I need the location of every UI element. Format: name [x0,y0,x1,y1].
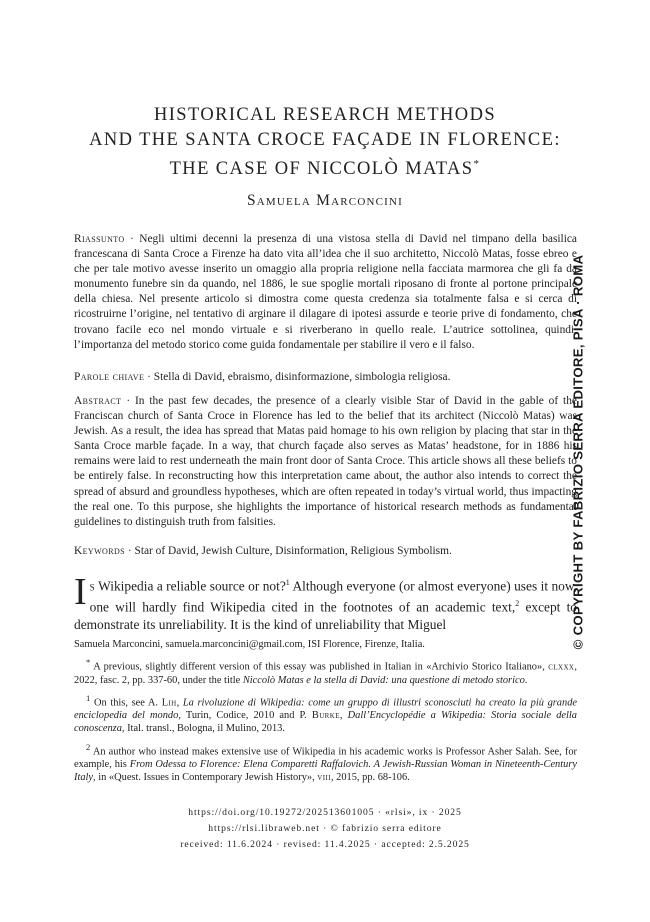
fn1-italic-title-a: La rivoluzione di Wikipedia: come un gruppo di illustri sconosciuti ha creato la più grande enciclopedia del mondo [74,697,578,722]
abstract-label: Abstract [74,395,122,407]
riassunto-text: Negli ultimi decenni la presenza di una vistosa stella di David nel timpano della basilica francescana di Santa Croce a Firenze ha dato vita all’idea che il suo architetto, Niccolò Matas, fosse ebreo e che per tale motivo avesse inserito un omaggio alla propria religione nella facciata marmorea che gli fa da monumento funebre sin da quando, nel 1886, le sue spoglie mortali riposano di fronte al portone principale della chiesa. Nel presente articolo si dimostra come questa credenza sia totalmente falsa e si cerca di ricostruirne l’origine, nel tentativo di arginare il dilagare di ipotesi assurde e teorie prive di fondamento, che trovano facile eco nel mondo virtuale e si riverberano in quello reale. L’autrice sottolinea, quindi, l’importanza del metodo storico come guida fondamentale per stabilire il vero e il falso. [74,233,577,351]
body-text-3: except to demonstrate its unreliability. It is the kind of unreliability that Miguel [74,599,577,632]
footnotes [74,638,577,789]
footnote-star [74,656,577,687]
parole-chiave-label: Parole chiave [74,371,145,383]
parole-chiave-section [74,370,577,385]
colophon [40,805,610,852]
body-lead-in: s [89,578,95,594]
abstract-separator: · [121,395,136,407]
fn1-author-lih: Lih [161,697,177,709]
side-copyright-text: © COPYRIGHT BY FABRIZIO SERRA EDITORE, PISA · ROMA [570,254,586,650]
abstract-section [74,394,577,530]
fn1-text-b: , [176,697,183,709]
riassunto-section [74,232,577,353]
fn2-text-b: , in «Quest. Issues in Contemporary Jewish History», [93,772,318,784]
side-copyright-notice [566,252,590,652]
fn1-text-a: On this, see A. [90,697,162,709]
fn-star-text-c: . [524,674,528,686]
drop-cap: I [74,571,87,613]
footnote-ref-1[interactable]: 1 [285,578,290,587]
colophon-dates-line: received: 11.6.2024 · revised: 11.4.2025 · accepted: 2.5.2025 [180,838,470,850]
title-line-3-text: THE CASE OF NICCOLÒ MATAS [169,159,474,180]
footnote-2 [74,741,577,785]
body-paragraph [74,571,578,633]
footnote-star-marker: * [86,657,91,668]
riassunto-separator: · [124,233,140,245]
fn1-italic-title-b: Dall’Encyclopédie a Wikipedia: Storia sociale della conoscenza [74,710,577,735]
keywords-label: Keywords [74,545,125,557]
keywords-text: Star of David, Jewish Culture, Disinformation, Religious Symbolism. [134,545,452,557]
body-text-1: Wikipedia a reliable source or not? [94,578,286,594]
fn2-italic-title: From Odessa to Florence: Elena Comparetti Raffalovich. A Jewish-Russian Woman in Nineteenth-Century Italy [74,759,577,784]
body-text-2: Although everyone (or almost everyone) uses it now, one will hardly find Wikipedia cited in the footnotes of an academic text, [89,578,578,615]
keywords-separator: · [124,545,135,557]
riassunto-label: Riassunto [74,233,125,245]
fn1-text-c: , Turin, Codice, 2010 and P. [178,710,312,722]
footnote-1 [74,692,577,736]
footnote-ref-2[interactable]: 2 [515,598,520,608]
fn2-text-a: An author who instead makes extensive use of Wikipedia in his academic works is Professor Asher Salah. See, for example, his [74,745,577,771]
parole-chiave-text: Stella di David, ebraismo, disinformazione, simbologia religiosa. [153,371,451,383]
keywords-section [74,544,577,559]
fn-star-text-a: A previous, slightly different version of this essay was published in Italian in «Archivio Storico Italiano», [90,661,549,673]
fn-star-italic-title: Niccolò Matas e la stella di David: una questione di metodo storico [242,674,525,686]
footnote-1-marker: 1 [86,692,91,703]
fn-star-text-b: , 2022, fasc. 2, pp. 337-60, under the title [74,661,577,686]
author-name: Samuela Marconcini [246,192,404,209]
fn1-text-d: , [339,710,348,722]
fn2-volume: viii [317,772,331,784]
title-footnote-marker: * [473,158,481,170]
colophon-doi-line[interactable]: https://doi.org/10.19272/202513601005 · «rlsi», ix · 2025 [188,807,462,818]
fn2-text-c: , 2015, pp. 68-106. [330,772,410,784]
fn1-text-e: , Ital. transl., Bologna, il Mulino, 2013. [121,723,285,735]
fn1-author-burke: Burke [311,710,340,722]
article-title [40,103,610,182]
abstract-text: In the past few decades, the presence of a clearly visible Star of David in the gable of the Franciscan church of Santa Croce in Florence has led to the belief that its architect (Niccolò Matas) was Jewish. As a result, the idea has spread that Matas paid homage to his own religion by placing that star in the Santa Croce marble façade. In a way, that church façade also serves as Matas’ headstone, for in 1886 his remains were laid to rest underneath the main front door of Santa Croce. This article shows all these beliefs to be entirely false. In reconstructing how this interpretation came about, the author also intends to correct the spread of absurd and groundless hypotheses, which are often repeated in today’s virtual world, thus impacting the real one. To this purpose, she highlights the importance of historical research methods as fundamental guidelines to distinguish truth from falsities. [74,395,577,528]
title-line-1: HISTORICAL RESEARCH METHODS [153,105,497,125]
footnote-2-marker: 2 [86,741,91,752]
title-line-2: AND THE SANTA CROCE FAÇADE IN FLORENCE: [89,129,561,150]
parole-chiave-separator: · [144,371,154,383]
fn-star-volume: clxxx [548,661,575,673]
title-line-3 [40,152,610,182]
author-affiliation: Samuela Marconcini, samuela.marconcini@gmail.com, ISI Florence, Firenze, Italia. [74,639,425,650]
colophon-url-line[interactable]: https://rlsi.libraweb.net · © fabrizio serra editore [208,822,442,834]
